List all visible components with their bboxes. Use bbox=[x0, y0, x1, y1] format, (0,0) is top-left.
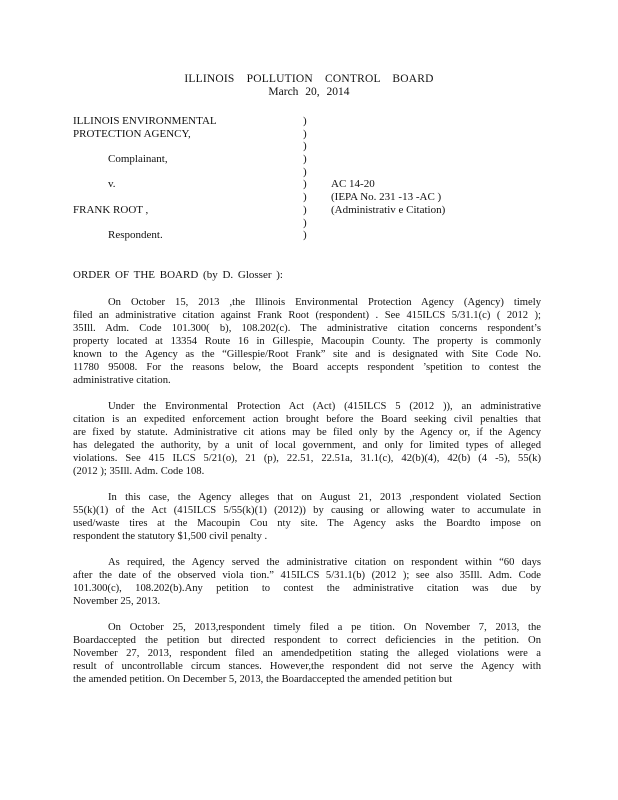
respondent-name: FRANK ROOT , bbox=[73, 203, 149, 216]
paragraph-line: has delegated the authority, by a unit of local government, and only for limited types of alleged bbox=[73, 440, 541, 451]
order-heading: ORDER OF THE BOARD (by D. Glosser ): bbox=[73, 269, 283, 281]
caption-line bbox=[331, 128, 541, 141]
paragraph-line: November 25, 2013. bbox=[73, 596, 161, 607]
caption-line bbox=[331, 140, 541, 153]
paragraph-line: filed an administrative citation against Frank Root (respondent) . See 415ILCS 5/31.1(c) ( 2012 ); bbox=[73, 310, 541, 321]
paragraph-line: property located at 13354 Route 16 in Gillespie, Macoupin County. The property is commonly bbox=[73, 336, 541, 347]
case-number: AC 14-20 bbox=[331, 178, 375, 191]
paragraph-line: violations. See 415 ILCS 5/21(o), 21 (p), 22.51, 22.51a, 31.1(c), 42(b)(4), 42(b) (4 -5), 55(k) bbox=[73, 453, 541, 464]
paren: ) bbox=[303, 191, 307, 204]
paragraph-line: the amended petition. On December 5, 2013, the Boardaccepted the amended petition but bbox=[73, 674, 453, 685]
paren: ) bbox=[303, 127, 307, 140]
paragraph-line: are fixed by statute. Administrative cit ations may be filed only by the Agency or, if the Agency bbox=[73, 427, 541, 438]
paragraph-line: Under the Environmental Protection Act (Act) (415ILCS 5 (2012 )), an administrative bbox=[108, 401, 541, 412]
paragraph-line: In this case, the Agency alleges that on August 21, 2013 ,respondent violated Section bbox=[108, 492, 541, 503]
paragraph-line: On October 25, 2013,respondent timely filed a pe tition. On November 7, 2013, the bbox=[108, 622, 541, 633]
paragraph-line: result of uncontrollable circum stances. However,the respondent did not serve the Agency with bbox=[73, 661, 541, 672]
board-title: ILLINOIS POLLUTION CONTROL BOARD bbox=[184, 73, 434, 85]
body-paragraph bbox=[73, 491, 541, 543]
paren: ) bbox=[303, 203, 307, 216]
paragraph-line: 11780 95008. For the reasons below, the Board accepts respondent ’spetition to contest the bbox=[73, 362, 541, 373]
body-paragraph bbox=[73, 556, 541, 608]
caption-line bbox=[73, 140, 293, 153]
caption-line bbox=[331, 115, 541, 128]
document-header bbox=[0, 73, 618, 99]
citation-type: (Administrativ e Citation) bbox=[331, 203, 446, 216]
paren: ) bbox=[303, 229, 307, 242]
paren: ) bbox=[303, 178, 307, 191]
caption-line bbox=[73, 191, 293, 204]
caption-line bbox=[331, 166, 541, 179]
paragraph-line: As required, the Agency served the administrative citation on respondent within “60 days bbox=[108, 557, 541, 568]
order-date: March 20, 2014 bbox=[268, 86, 350, 98]
paragraph-line: administrative citation. bbox=[73, 375, 171, 386]
paragraph-line: 101.300(c), 108.202(b).Any petition to contest the administrative citation was due by bbox=[73, 583, 541, 594]
paragraph-line: known to the Agency as the “Gillespie/Root Frank” site and is designated with Site Code No. bbox=[73, 349, 541, 360]
paragraph-line: respondent the statutory $1,500 civil penalty . bbox=[73, 531, 268, 542]
paragraph-line: (2012 ); 35Ill. Adm. Code 108. bbox=[73, 466, 205, 477]
paren: ) bbox=[303, 115, 307, 127]
paragraph-line: citation is an expedited enforcement action brought before the Board seeking civil penalties that bbox=[73, 414, 541, 425]
paragraph-line: used/waste tires at the Macoupin Cou nty site. The Agency asks the Boardto impose on bbox=[73, 518, 541, 529]
paren: ) bbox=[303, 153, 307, 166]
body-paragraph bbox=[73, 296, 541, 387]
paragraph-line: Boardaccepted the petition but directed respondent to correct deficiencies in the petition. On bbox=[73, 635, 541, 646]
paren: ) bbox=[303, 140, 307, 153]
paren: ) bbox=[303, 165, 307, 178]
paragraph-line: November 27, 2013, respondent filed an amendedpetition stating the alleged violations were a bbox=[73, 648, 541, 659]
caption-line: ILLINOIS ENVIRONMENTAL bbox=[73, 115, 217, 127]
caption-line: PROTECTION AGENCY, bbox=[73, 127, 191, 140]
caption-line bbox=[331, 229, 541, 242]
caption-parentheses bbox=[303, 115, 313, 242]
respondent-label: Respondent. bbox=[108, 229, 163, 242]
caption-case-number bbox=[331, 115, 541, 242]
paragraph-line: On October 15, 2013 ,the Illinois Environmental Protection Agency (Agency) timely bbox=[108, 297, 541, 308]
caption-line bbox=[331, 217, 541, 230]
paragraph-line: 35Ill. Adm. Code 101.300( b), 108.202(c). The administrative citation concerns respondent’s bbox=[73, 323, 541, 334]
complainant-label: Complainant, bbox=[108, 153, 168, 166]
paragraph-line: after the date of the observed viola tion.” 415ILCS 5/31.1(b) (2012 ); see also 35Ill. Adm. Code bbox=[73, 570, 541, 581]
order-body bbox=[73, 296, 541, 699]
paragraph-line: 55(k)(1) of the Act (415ILCS 5/55(k)(1) (2012)) by causing or allowing water to accumulate in bbox=[73, 505, 541, 516]
body-paragraph bbox=[73, 400, 541, 478]
body-paragraph bbox=[73, 621, 541, 686]
caption-parties bbox=[73, 115, 293, 242]
caption-line bbox=[73, 217, 293, 230]
caption-line bbox=[331, 153, 541, 166]
caption-line bbox=[73, 166, 293, 179]
paren: ) bbox=[303, 216, 307, 229]
iepa-number: (IEPA No. 231 -13 -AC ) bbox=[331, 191, 442, 204]
versus-label: v. bbox=[108, 178, 116, 191]
